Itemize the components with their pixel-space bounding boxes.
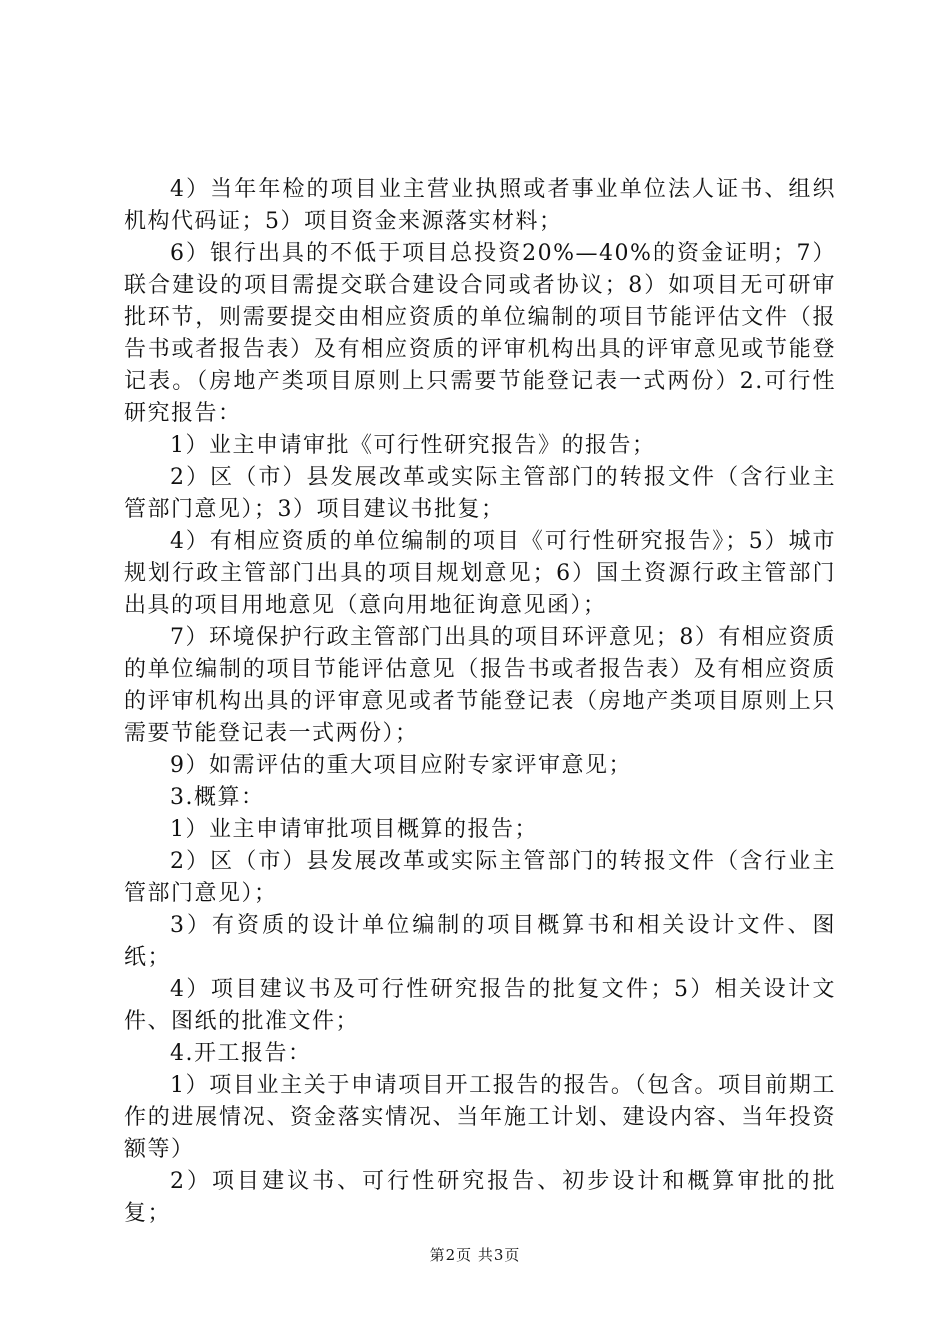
paragraph: 1）业主申请审批项目概算的报告； xyxy=(170,817,538,842)
paragraph: 2）项目建议书、可行性研究报告、初步设计和概算审批的批复； xyxy=(124,1169,836,1226)
section-heading: 4.开工报告： xyxy=(170,1041,312,1066)
paragraph: 3）有资质的设计单位编制的项目概算书和相关设计文件、图纸； xyxy=(124,913,836,970)
page-number-footer: 第2页 共3页 xyxy=(429,1246,521,1264)
paragraph: 2）区（市）县发展改革或实际主管部门的转报文件（含行业主管部门意见）；3）项目建议书批复； xyxy=(124,465,836,522)
section-heading: 3.概算： xyxy=(170,785,265,810)
paragraph: 1）项目业主关于申请项目开工报告的报告。（包含。项目前期工作的进展情况、资金落实情况、当年施工计划、建设内容、当年投资额等） xyxy=(124,1073,836,1162)
paragraph: 4）有相应资质的单位编制的项目《可行性研究报告》；5）城市规划行政主管部门出具的项目规划意见；6）国土资源行政主管部门出具的项目用地意见（意向用地征询意见函）； xyxy=(124,529,836,618)
paragraph: 2）区（市）县发展改革或实际主管部门的转报文件（含行业主管部门意见）； xyxy=(124,849,836,906)
paragraph: 6）银行出具的不低于项目总投资20%—40%的资金证明；7）联合建设的项目需提交联合建设合同或者协议；8）如项目无可研审批环节，则需要提交由相应资质的单位编制的项目节能评估文件（报告书或者报告表）及有相应资质的评审机构出具的评审意见或节能登记表。（房地产类项目原则上只需要节能登记表一式两份）2.可行性研究报告： xyxy=(124,241,836,426)
paragraph: 4）当年年检的项目业主营业执照或者事业单位法人证书、组织机构代码证；5）项目资金来源落实材料； xyxy=(124,177,836,234)
paragraph: 7）环境保护行政主管部门出具的项目环评意见；8）有相应资质的单位编制的项目节能评估意见（报告书或者报告表）及有相应资质的评审机构出具的评审意见或者节能登记表（房地产类项目原则上只需要节能登记表一式两份）； xyxy=(124,625,836,746)
paragraph: 1）业主申请审批《可行性研究报告》的报告； xyxy=(170,433,656,458)
document-body xyxy=(124,174,836,1230)
paragraph: 9）如需评估的重大项目应附专家评审意见； xyxy=(170,753,632,778)
paragraph: 4）项目建议书及可行性研究报告的批复文件；5）相关设计文件、图纸的批准文件； xyxy=(124,977,836,1034)
